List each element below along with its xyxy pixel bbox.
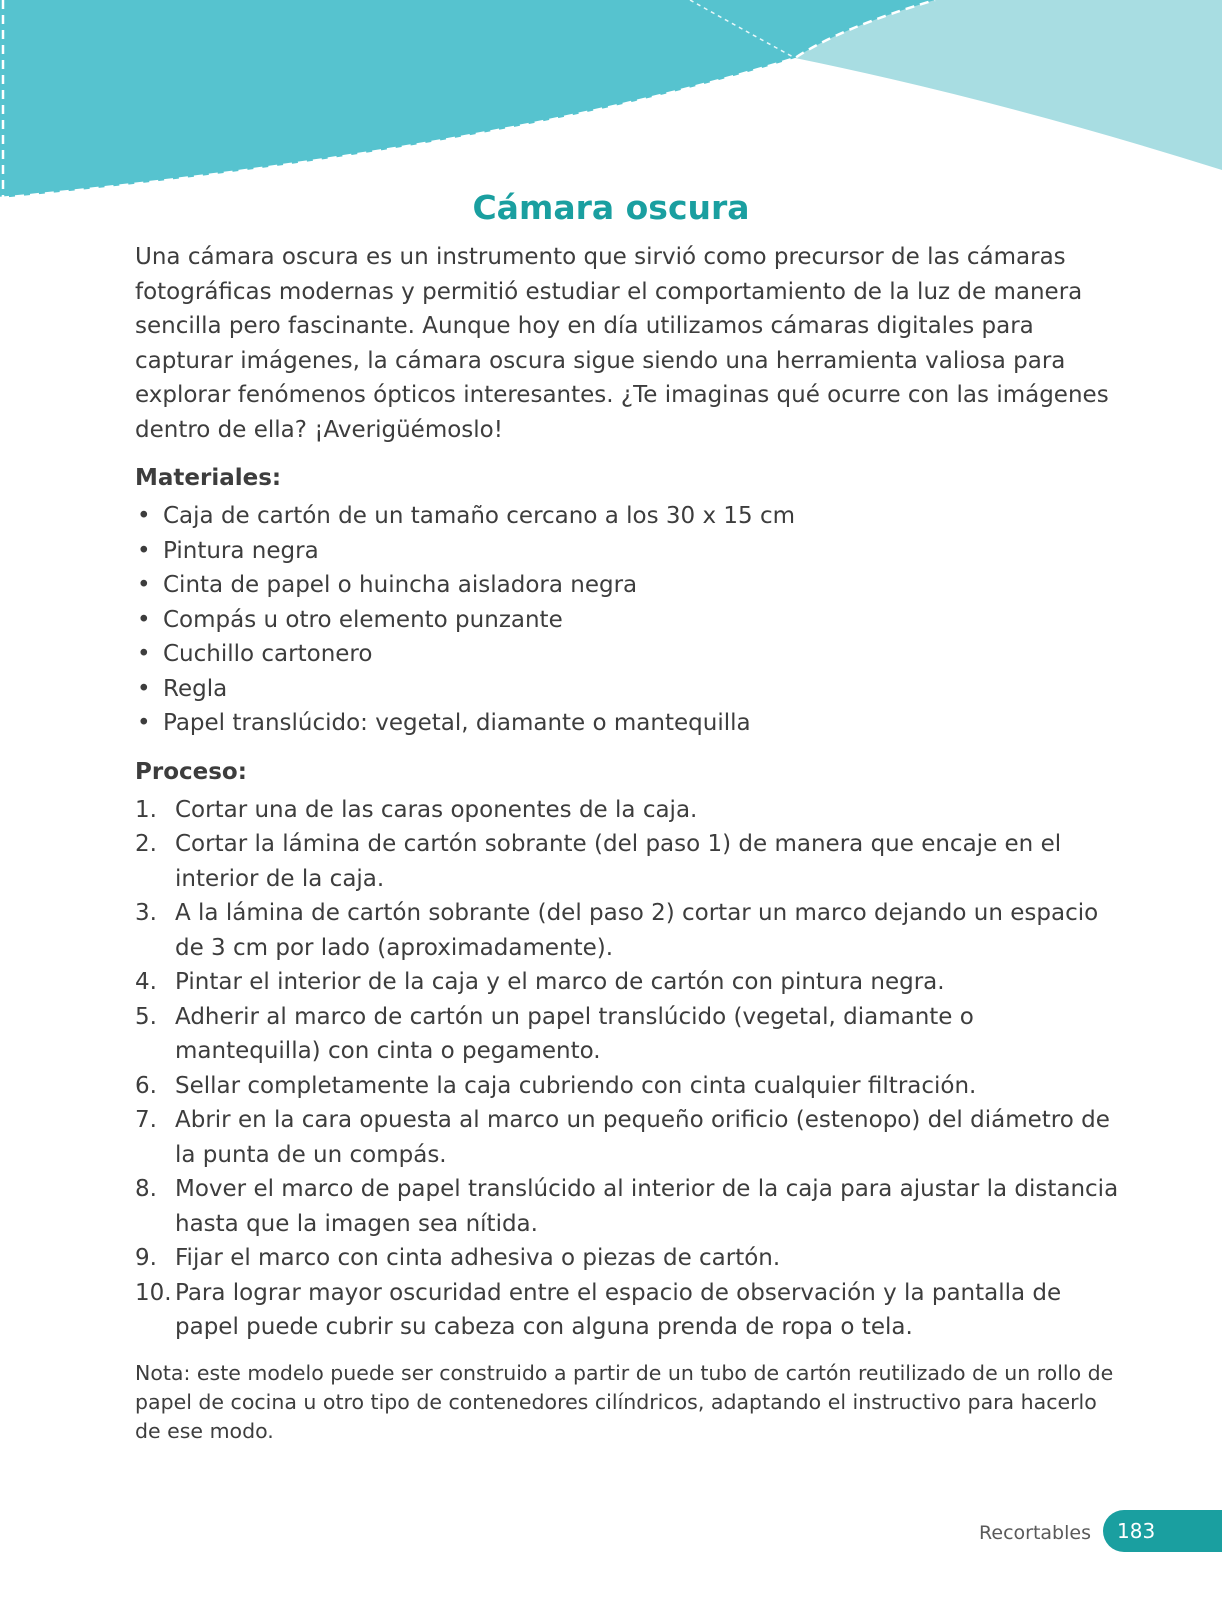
step-number: 10. xyxy=(135,1279,172,1306)
material-text: Papel translúcido: vegetal, diamante o mantequilla xyxy=(163,710,751,736)
bullet-icon: • xyxy=(137,572,151,598)
list-item xyxy=(135,1241,1120,1276)
bullet-icon: • xyxy=(137,675,151,702)
step-text: Mover el marco de papel translúcido al interior de la caja para ajustar la distancia hasta que la imagen sea nítida. xyxy=(175,1176,1119,1237)
materials-list xyxy=(135,499,1120,741)
list-item xyxy=(135,568,1120,603)
step-number: 1. xyxy=(135,796,157,823)
list-item xyxy=(135,1276,1120,1345)
process-heading: Proceso: xyxy=(135,758,247,785)
material-text: Caja de cartón de un tamaño cercano a los 30 x 15 cm xyxy=(163,503,796,529)
step-text: Adherir al marco de cartón un papel translúcido (vegetal, diamante o mantequilla) con cinta o pegamento. xyxy=(175,1003,974,1064)
list-item xyxy=(135,1103,1120,1172)
step-number: 3. xyxy=(135,900,157,926)
list-item xyxy=(135,603,1120,638)
step-number: 8. xyxy=(135,1176,157,1202)
step-number: 4. xyxy=(135,969,157,995)
intro-paragraph: Una cámara oscura es un instrumento que sirvió como precursor de las cámaras fotográficas modernas y permitió estudiar el comportamiento de la luz de manera sencilla pero fascinante. Aunque hoy en día utilizamos cámaras digitales para capturar imágenes, la cámara oscura sigue siendo una herramienta valiosa para explorar fenómenos ópticos interesantes. ¿Te imaginas qué ocurre con las imágenes dentro de ella? ¡Averigüémoslo! xyxy=(135,244,1109,443)
step-text: Abrir en la cara opuesta al marco un pequeño orificio (estenopo) del diámetro de la punta de un compás. xyxy=(175,1107,1110,1168)
step-text: Cortar una de las caras oponentes de la caja. xyxy=(175,796,698,823)
list-item xyxy=(135,827,1120,896)
step-text: Pintar el interior de la caja y el marco de cartón con pintura negra. xyxy=(175,969,945,995)
list-item xyxy=(135,793,1120,828)
list-item xyxy=(135,965,1120,1000)
step-number: 7. xyxy=(135,1107,157,1133)
material-text: Pintura negra xyxy=(163,537,319,564)
step-text: Cortar la lámina de cartón sobrante (del paso 1) de manera que encaje en el interior de la caja. xyxy=(175,831,1062,892)
material-text: Regla xyxy=(163,675,228,702)
step-number: 2. xyxy=(135,831,157,857)
materials-heading: Materiales: xyxy=(135,465,282,491)
step-number: 6. xyxy=(135,1072,157,1099)
bullet-icon: • xyxy=(137,606,151,633)
material-text: Compás u otro elemento punzante xyxy=(163,606,563,633)
list-item xyxy=(135,706,1120,741)
list-item xyxy=(135,499,1120,534)
step-text: Fijar el marco con cinta adhesiva o piezas de cartón. xyxy=(175,1245,781,1271)
list-item xyxy=(135,1172,1120,1241)
process-steps-list xyxy=(135,793,1120,1345)
list-item xyxy=(135,1069,1120,1104)
main-content xyxy=(135,240,1120,1446)
step-text: Sellar completamente la caja cubriendo con cinta cualquier filtración. xyxy=(175,1072,977,1099)
bullet-icon: • xyxy=(137,710,151,736)
list-item xyxy=(135,896,1120,965)
material-text: Cuchillo cartonero xyxy=(163,641,373,667)
list-item xyxy=(135,672,1120,707)
list-item xyxy=(135,1000,1120,1069)
bullet-icon: • xyxy=(137,641,151,667)
page-title: Cámara oscura xyxy=(472,188,750,227)
bullet-icon: • xyxy=(137,503,151,529)
note-paragraph: Nota: este modelo puede ser construido a partir de un tubo de cartón reutilizado de un rollo de papel de cocina u otro tipo de contenedores cilíndricos, adaptando el instructivo para hacerlo de ese modo. xyxy=(135,1360,1114,1443)
footer-section-label: Recortables xyxy=(979,1522,1091,1544)
list-item xyxy=(135,637,1120,672)
step-text: Para lograr mayor oscuridad entre el espacio de observación y la pantalla de papel puede cubrir su cabeza con alguna prenda de ropa o tela. xyxy=(175,1279,1062,1340)
page-number-tab: 183 xyxy=(1103,1510,1222,1552)
bullet-icon: • xyxy=(137,537,151,564)
step-text: A la lámina de cartón sobrante (del paso 2) cortar un marco dejando un espacio de 3 cm por lado (aproximadamente). xyxy=(175,900,1099,961)
material-text: Cinta de papel o huincha aisladora negra xyxy=(163,572,638,598)
list-item xyxy=(135,534,1120,569)
step-number: 5. xyxy=(135,1003,157,1030)
step-number: 9. xyxy=(135,1245,157,1271)
header-dark-wave xyxy=(0,0,935,198)
